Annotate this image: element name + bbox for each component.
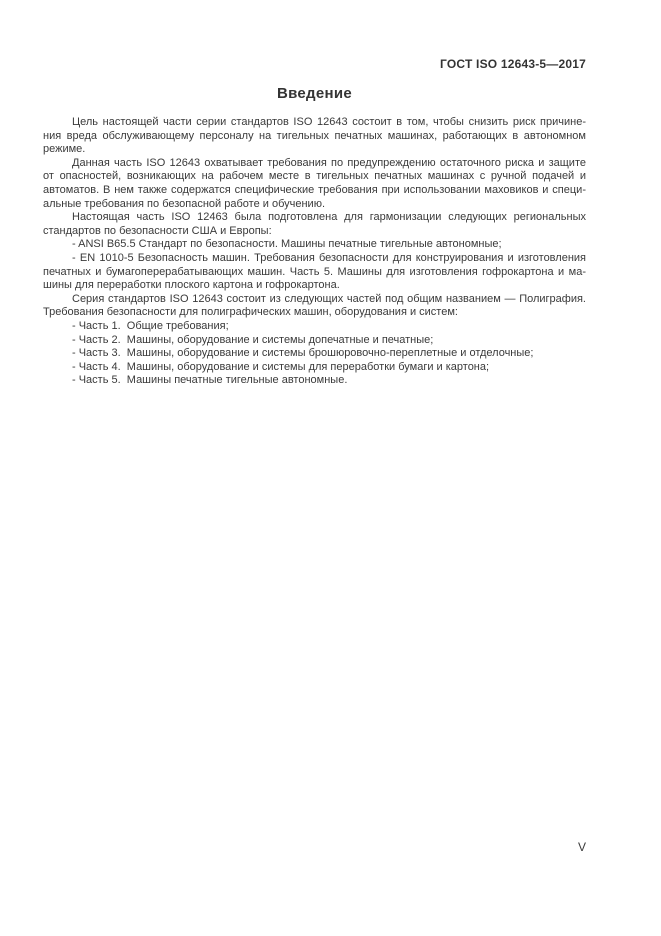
text-line: автоматов. В нем также содержатся специфические требования при использовании маховиков и специ- — [43, 183, 586, 196]
body-text — [43, 116, 586, 388]
page-title: Введение — [276, 85, 353, 102]
running-header: ГОСТ ISO 12643-5—2017 — [440, 57, 586, 71]
paragraph — [43, 211, 586, 238]
text-line: - EN 1010-5 Безопасность машин. Требования безопасности для конструирования и изготовления — [72, 251, 586, 264]
paragraph — [43, 334, 586, 348]
paragraph — [43, 116, 586, 157]
text-line: - Часть 5. Машины печатные тигельные автономные. — [72, 374, 348, 387]
text-line: режиме. — [43, 143, 86, 156]
text-line: - Часть 3. Машины, оборудование и системы брошюровочно-переплетные и отделочные; — [72, 347, 534, 360]
paragraph — [43, 238, 586, 252]
text-line: - Часть 1. Общие требования; — [72, 319, 229, 332]
text-line: стандартов по безопасности США и Европы: — [43, 224, 272, 237]
page-number: V — [577, 840, 586, 854]
paragraph — [43, 361, 586, 375]
text-line: от опасностей, возникающих на рабочем месте в тигельных печатных машинах с ручной подачей и — [43, 170, 586, 183]
paragraph — [43, 347, 586, 361]
text-line: Данная часть ISO 12643 охватывает требования по предупреждению остаточного риска и защите — [72, 156, 586, 169]
text-line: Настоящая часть ISO 12463 была подготовлена для гармонизации следующих региональных — [72, 211, 586, 224]
paragraph — [43, 252, 586, 293]
paragraph — [43, 293, 586, 320]
text-line: Требования безопасности для полиграфических машин, оборудования и систем: — [43, 306, 458, 319]
text-line: альные требования по безопасной работе и обучению. — [43, 197, 325, 210]
text-line: - Часть 4. Машины, оборудование и системы для переработки бумаги и картона; — [72, 360, 490, 373]
text-line: печатных и бумагоперерабатывающих машин. Часть 5. Машины для изготовления гофрокартона и ма- — [43, 265, 586, 278]
text-line: - Часть 2. Машины, оборудование и системы допечатные и печатные; — [72, 333, 434, 346]
paragraph — [43, 374, 586, 388]
text-line: Цель настоящей части серии стандартов ISO 12643 состоит в том, чтобы снизить риск причине- — [72, 116, 586, 128]
text-line: шины для переработки плоского картона и гофрокартона. — [43, 279, 340, 292]
text-line: Серия стандартов ISO 12643 состоит из следующих частей под общим названием — Полиграфия. — [72, 292, 586, 305]
paragraph — [43, 320, 586, 334]
paragraph — [43, 157, 586, 211]
text-line: - ANSI B65.5 Стандарт по безопасности. Машины печатные тигельные автономные; — [72, 238, 502, 251]
text-line: ния вреда обслуживающему персоналу на тигельных печатных машинах, работающих в автономном — [43, 129, 586, 142]
